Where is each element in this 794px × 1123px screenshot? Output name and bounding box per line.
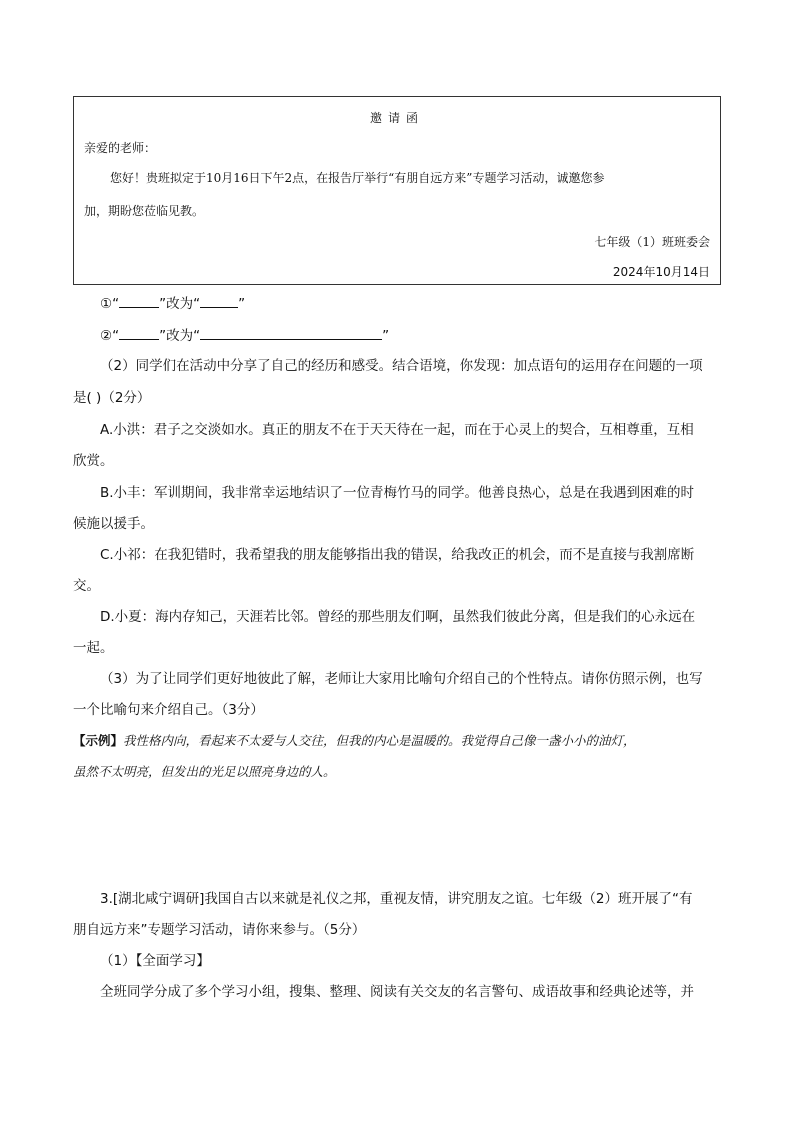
q2-option-c-line1: C.小祁：在我犯错时，我希望我的朋友能够指出我的错误，给我改正的机会，而不是直接与我割席断 bbox=[100, 547, 695, 563]
q3-example-line2: 虽然不太明亮，但发出的光足以照亮身边的人。 bbox=[73, 764, 336, 779]
invitation-box bbox=[73, 96, 721, 285]
example-text-1: 我性格内向，看起来不太爱与人交往，但我的内心是温暖的。我觉得自己像一盏小小的油灯， bbox=[123, 733, 636, 748]
correction-1-blank-b[interactable] bbox=[200, 295, 238, 308]
correction-item-1 bbox=[100, 292, 245, 312]
correction-2-blank-b[interactable] bbox=[200, 327, 382, 340]
correction-2-mid: ”改为“ bbox=[159, 328, 201, 344]
question3-para-line1: 全班同学分成了多个学习小组，搜集、整理、阅读有关交友的名言警句、成语故事和经典论述等，并 bbox=[100, 984, 694, 1000]
q3-example-line1 bbox=[73, 731, 636, 749]
correction-1-mid: ”改为“ bbox=[159, 296, 201, 312]
correction-2-open: ②“ bbox=[100, 328, 120, 344]
invitation-title: 邀请函 bbox=[369, 111, 424, 125]
q2-option-a-line1: A.小洪：君子之交淡如水。真正的朋友不在于天天待在一起，而在于心灵上的契合，互相尊重，互相 bbox=[100, 422, 694, 438]
question3-sub1-heading: （1）【全面学习】 bbox=[100, 953, 210, 969]
invitation-body-line1: 您好！贵班拟定于10月16日下午2点，在报告厅举行“有朋自远方来”专题学习活动，诚邀您参 bbox=[110, 171, 605, 185]
correction-2-blank-a[interactable] bbox=[119, 327, 159, 340]
invitation-body-line2: 加，期盼您莅临见教。 bbox=[84, 204, 205, 218]
question3-line2: 朋自远方来”专题学习活动，请你来参与。（5分） bbox=[73, 922, 366, 938]
q2-stem-line2: 是( )（2分） bbox=[73, 390, 151, 406]
q2-stem-line1: （2）同学们在活动中分享了自己的经历和感受。结合语境，你发现：加点语句的运用存在问题的一项 bbox=[100, 358, 703, 374]
q2-option-b-line1: B.小丰：军训期间，我非常幸运地结识了一位青梅竹马的同学。他善良热心，总是在我遇到困难的时 bbox=[100, 485, 695, 501]
correction-1-end: ” bbox=[238, 296, 246, 312]
correction-1-blank-a[interactable] bbox=[119, 295, 159, 308]
correction-1-open: ①“ bbox=[100, 296, 120, 312]
q2-option-a-line2: 欣赏。 bbox=[73, 453, 114, 469]
q3-stem-line1: （3）为了让同学们更好地彼此了解，老师让大家用比喻句介绍自己的个性特点。请你仿照示例，也写 bbox=[100, 671, 703, 687]
q2-option-d-line2: 一起。 bbox=[73, 640, 114, 656]
example-label: 【示例】 bbox=[73, 733, 124, 748]
correction-2-end: ” bbox=[382, 328, 390, 344]
q2-option-d-line1: D.小夏：海内存知己，天涯若比邻。曾经的那些朋友们啊，虽然我们彼此分离，但是我们的心永远在 bbox=[100, 609, 696, 625]
q2-option-c-line2: 交。 bbox=[73, 578, 100, 594]
question3-line1: 3.[湖北咸宁调研]我国自古以来就是礼仪之邦，重视友情，讲究朋友之谊。七年级（2）班开展了“有 bbox=[100, 891, 693, 907]
invitation-signature: 七年级（1）班班委会 bbox=[594, 235, 710, 249]
correction-item-2 bbox=[100, 324, 389, 344]
invitation-greeting: 亲爱的老师： bbox=[84, 141, 157, 155]
q3-stem-line2: 一个比喻句来介绍自己。（3分） bbox=[73, 702, 264, 718]
invitation-date: 2024年10月14日 bbox=[612, 265, 710, 279]
q2-option-b-line2: 候施以援手。 bbox=[73, 516, 154, 532]
